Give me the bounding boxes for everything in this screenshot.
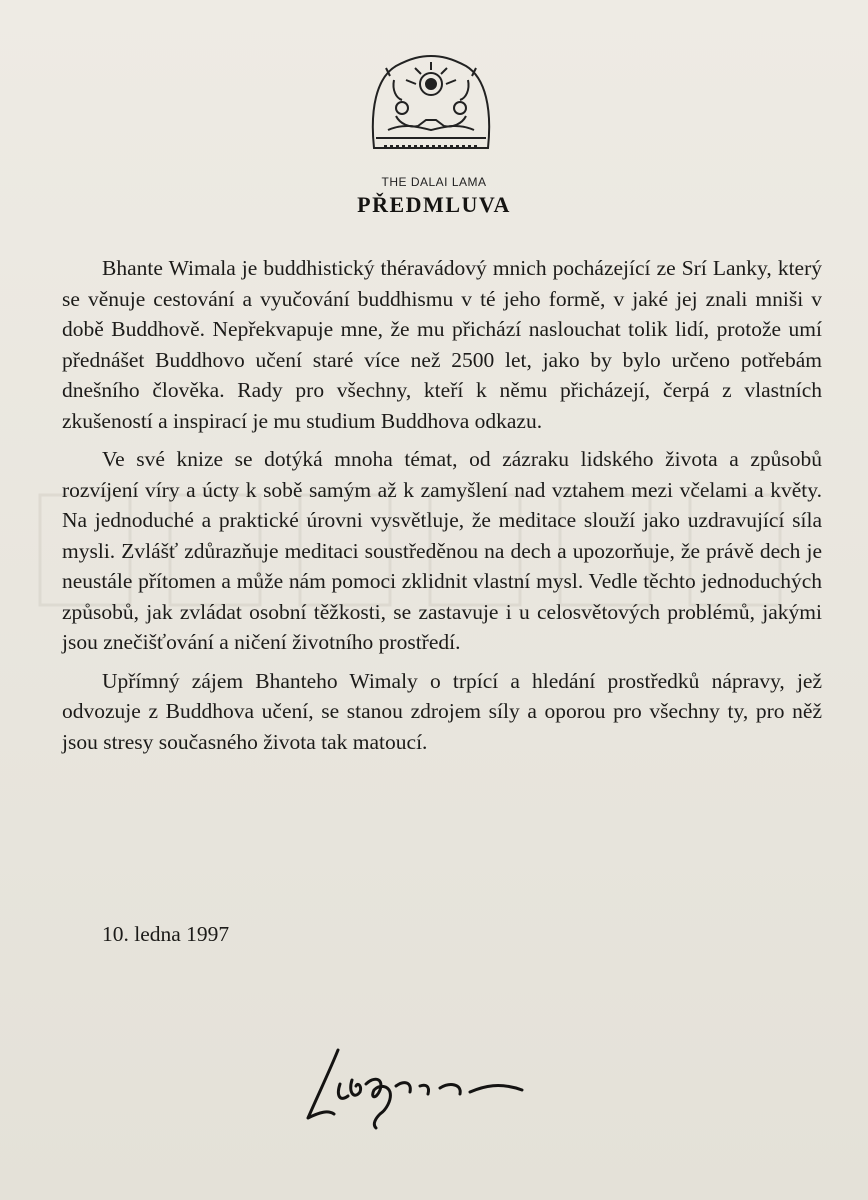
dalai-lama-emblem-icon [366, 50, 496, 160]
page-title: PŘEDMLUVA [357, 192, 511, 217]
foreword-body [62, 253, 822, 765]
paragraph: Ve své knize se dotýká mnoha témat, od zázraku lidského života a způsobů rozvíjení víry a úcty k sobě samým až k zamyšlení nad vztahem mezi včelami a květy. Na jednoduché a praktické úrovni vysvětluje, že meditace slouží jako uzdravující síla mysli. Zvlášť zdůrazňuje meditaci soustředěnou na dech a upozorňuje, že právě dech je neustále přítomen a může nám pomoci zklidnit vlastní mysl. Vedle těchto jednoduchých způsobů, jak zvládat osobní těžkosti, se zastavuje i u celosvětových problémů, jakými jsou znečišťování a ničení životního prostředí. [62, 447, 822, 654]
paragraph: Upřímný zájem Bhanteho Wimaly o trpící a hledání prostředků nápravy, jež odvozuje z Buddhova učení, se stanou zdrojem síly a oporou pro všechny ty, pro něž jsou stresy současného života tak matoucí. [62, 668, 822, 754]
paragraph: Bhante Wimala je buddhistický théravádový mnich pocházející ze Srí Lanky, který se věnuje cestování a vyučování buddhismu v té jeho formě, v jaké jej znali mniši v době Buddhově. Nepřekvapuje mne, že mu přichází naslouchat tolik lidí, protože umí přednášet Buddhovo učení staré více než 2500 let, jako by bylo určeno potřebám dnešního člověka. Rady pro všechny, kteří k němu přicházejí, čerpá z vlastních zkušeností a inspirací je mu studium Buddhova odkazu. [62, 256, 822, 433]
handwritten-signature-icon [300, 1040, 530, 1135]
date-line: 10. ledna 1997 [102, 922, 230, 946]
sender-label: THE DALAI LAMA [381, 175, 487, 189]
